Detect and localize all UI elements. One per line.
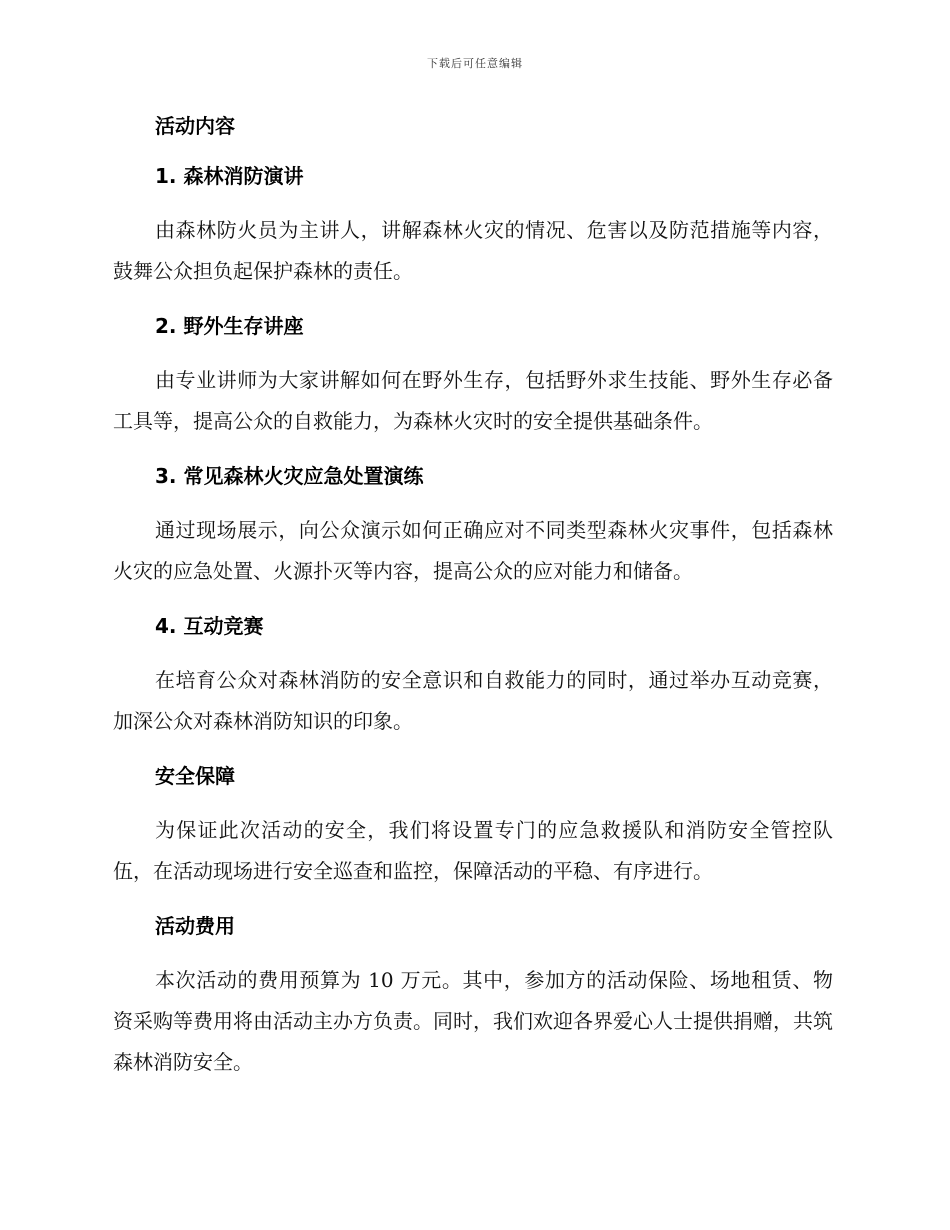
paragraph-interactive-contest: 在培育公众对森林消防的安全意识和自救能力的同时，通过举办互动竞赛，加深公众对森林消防知识的印象。: [113, 668, 833, 733]
section-heading-outdoor-survival: 2. 野外生存讲座: [155, 314, 304, 338]
paragraph-forest-fire-speech: 由森林防火员为主讲人，讲解森林火灾的情况、危害以及防范措施等内容，鼓舞公众担负起保护森林的责任。: [113, 218, 833, 283]
paragraph-safety: 为保证此次活动的安全，我们将设置专门的应急救援队和消防安全管控队伍，在活动现场进行安全巡查和监控，保障活动的平稳、有序进行。: [113, 818, 833, 883]
section-heading-emergency-drill: 3. 常见森林火灾应急处置演练: [155, 464, 424, 488]
section-heading-forest-fire-speech: 1. 森林消防演讲: [155, 164, 304, 188]
paragraph-emergency-drill: 通过现场展示，向公众演示如何正确应对不同类型森林火灾事件，包括森林火灾的应急处置、火源扑灭等内容，提高公众的应对能力和储备。: [113, 518, 833, 583]
section-heading-interactive-contest: 4. 互动竞赛: [155, 614, 264, 638]
document-content: [113, 110, 833, 1083]
paragraph-cost: 本次活动的费用预算为 10 万元。其中，参加方的活动保险、场地租赁、物资采购等费用将由活动主办方负责。同时，我们欢迎各界爱心人士提供捐赠，共筑森林消防安全。: [113, 968, 833, 1074]
paragraph-outdoor-survival: 由专业讲师为大家讲解如何在野外生存，包括野外求生技能、野外生存必备工具等，提高公众的自救能力，为森林火灾时的安全提供基础条件。: [113, 368, 833, 433]
section-heading-cost: 活动费用: [155, 914, 235, 938]
section-heading-activity-content: 活动内容: [155, 114, 235, 138]
section-heading-safety: 安全保障: [155, 764, 235, 788]
header-note: 下载后可任意编辑: [427, 57, 523, 70]
